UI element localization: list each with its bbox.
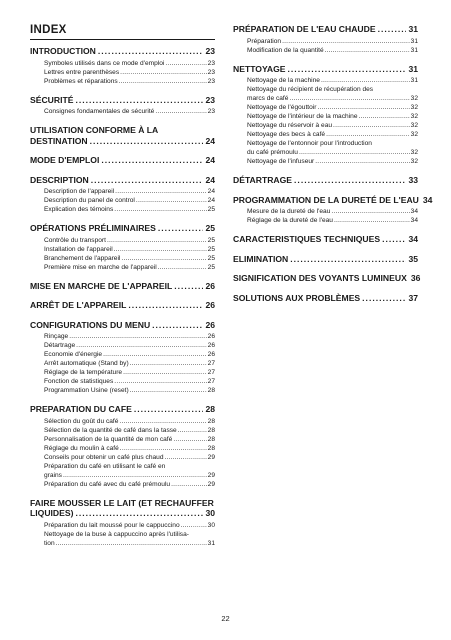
toc-leader-dots xyxy=(152,320,203,331)
toc-subentry-text: Symboles utilisés dans ce mode d'emploi xyxy=(44,59,165,67)
toc-subentry xyxy=(44,444,215,453)
toc-section xyxy=(233,175,418,186)
toc-section-heading xyxy=(233,234,418,245)
toc-subentry xyxy=(44,196,215,205)
toc-subentries xyxy=(30,521,215,548)
toc-section-page: 28 xyxy=(205,404,215,414)
toc-section-title: INTRODUCTION xyxy=(30,46,96,56)
toc-subentry-page: 32 xyxy=(410,149,418,156)
toc-subentry-text: Mesure de la dureté de l'eau xyxy=(247,208,331,215)
toc-subentry-page: 32 xyxy=(410,104,418,111)
toc-subentry-text: Consignes fondamentales de sécurité xyxy=(44,108,155,115)
toc-section-title: CONFIGURATIONS DU MENU xyxy=(30,319,151,330)
toc-section-title-line: UTILISATION CONFORME À LA xyxy=(30,125,159,135)
toc-subentry-page: 23 xyxy=(207,68,215,76)
toc-subentry xyxy=(247,103,418,112)
left-column xyxy=(30,24,215,548)
toc-section-title: SOLUTIONS AUX PROBLÈMES xyxy=(233,292,361,303)
toc-subentry xyxy=(44,341,215,350)
toc-subentries xyxy=(30,187,215,214)
toc-section-page: 37 xyxy=(408,292,418,303)
toc-subentry-line: Préparation du café en utilisant le café en xyxy=(44,462,166,470)
toc-section-page: 23 xyxy=(205,94,215,105)
toc-subentry-text: Préparation du café avec du café prémoulu xyxy=(44,480,171,488)
toc-subentry xyxy=(44,107,215,116)
toc-leader-dots xyxy=(288,64,407,75)
toc-leader-dots xyxy=(321,76,410,85)
toc-subentries xyxy=(30,107,215,116)
toc-section xyxy=(233,64,418,167)
toc-subentry xyxy=(247,76,418,85)
toc-subentry-page: 27 xyxy=(207,360,215,367)
toc-subentries xyxy=(30,417,215,489)
toc-subentry-page: 31 xyxy=(410,37,418,45)
toc-section-heading xyxy=(30,223,215,234)
toc-subentry-text: Nettoyage du réservoir à eau xyxy=(247,122,333,129)
toc-subentry-text: Branchement de l'appareil xyxy=(44,254,121,262)
toc-subentry-page: 23 xyxy=(207,59,215,67)
toc-subentry xyxy=(44,350,215,359)
toc-leader-dots xyxy=(178,426,207,435)
toc-subentry-page: 29 xyxy=(207,453,215,461)
toc-leader-dots xyxy=(282,37,410,46)
toc-leader-dots xyxy=(333,121,410,130)
toc-leader-dots xyxy=(56,539,207,548)
toc-subentry xyxy=(247,216,418,225)
toc-subentry-text: du café prémoulu xyxy=(247,149,298,156)
toc-leader-dots xyxy=(75,508,203,519)
toc-subentry-line: Nettoyage de la buse à cappuccino après l'utilisa- xyxy=(44,530,189,538)
toc-leader-dots xyxy=(325,46,410,55)
toc-leader-dots xyxy=(114,205,206,214)
toc-section xyxy=(233,234,418,245)
toc-section-page: 30 xyxy=(205,508,215,518)
toc-leader-dots xyxy=(107,236,207,245)
right-sections xyxy=(233,24,433,303)
toc-subentry xyxy=(44,368,215,377)
right-column xyxy=(233,24,433,303)
toc-leader-dots xyxy=(119,417,206,426)
toc-subentry-page: 34 xyxy=(410,208,418,215)
toc-section-heading xyxy=(233,194,433,206)
toc-section-title: ELIMINATION xyxy=(233,253,289,264)
toc-section-heading xyxy=(233,64,418,75)
toc-subentry-page: 27 xyxy=(207,369,215,376)
toc-section-page: 31 xyxy=(408,24,418,34)
toc-section-page: 35 xyxy=(408,253,418,264)
toc-subentry-page: 29 xyxy=(207,471,215,479)
toc-leader-dots xyxy=(382,234,406,245)
toc-subentry-text: Installation de l'appareil xyxy=(44,245,113,253)
toc-subentry xyxy=(44,377,215,386)
toc-section-title: PROGRAMMATION DE LA DURETÉ DE L'EAU xyxy=(233,194,419,205)
toc-subentry-page: 25 xyxy=(207,206,215,213)
toc-subentry-page: 31 xyxy=(207,539,215,547)
toc-subentry-text: Préparation du lait moussé pour le cappuccino xyxy=(44,521,180,529)
toc-subentry-text: Réglage de la dureté de l'eau xyxy=(247,217,333,224)
toc-section-heading xyxy=(233,24,418,35)
index-title: INDEX xyxy=(30,24,215,40)
toc-subentry xyxy=(44,68,215,77)
toc-leader-dots xyxy=(299,148,410,157)
toc-leader-dots xyxy=(315,157,409,166)
toc-section-title: DESCRIPTION xyxy=(30,174,89,185)
toc-section-heading xyxy=(30,498,215,519)
toc-section-page: 31 xyxy=(408,63,418,74)
toc-leader-dots xyxy=(290,254,406,265)
toc-subentry-text: Nettoyage de l'intérieur de la machine xyxy=(247,113,358,120)
toc-subentry xyxy=(44,471,215,480)
toc-leader-dots xyxy=(119,77,207,86)
toc-subentries xyxy=(30,236,215,272)
toc-subentries xyxy=(233,207,418,225)
toc-subentry-text: Détartrage xyxy=(44,342,76,349)
toc-leader-dots xyxy=(130,359,207,368)
toc-leader-dots xyxy=(289,94,409,103)
toc-subentry-page: 28 xyxy=(207,444,215,452)
toc-section-title: DESTINATION xyxy=(30,135,88,146)
toc-subentry xyxy=(44,426,215,435)
toc-section xyxy=(30,320,215,396)
toc-leader-dots xyxy=(165,59,206,68)
toc-leader-dots xyxy=(69,332,206,341)
toc-leader-dots xyxy=(98,46,204,57)
toc-section-page: 26 xyxy=(205,319,215,330)
toc-section-heading xyxy=(233,293,418,304)
toc-subentry-page: 24 xyxy=(207,188,215,195)
toc-subentries xyxy=(233,76,418,166)
toc-section-page: 25 xyxy=(205,223,215,233)
toc-subentry xyxy=(44,77,215,86)
toc-subentry-text: Economie d'énergie xyxy=(44,351,103,358)
toc-section-title: MISE EN MARCHE DE L'APPAREIL xyxy=(30,280,173,291)
toc-leader-dots xyxy=(378,24,407,35)
toc-subentry-text: Contrôle du transport xyxy=(44,236,106,244)
toc-subentry-text: Nettoyage de la machine xyxy=(247,77,320,84)
toc-leader-dots xyxy=(130,386,207,395)
toc-section-title: MODE D'EMPLOI xyxy=(30,155,100,165)
toc-subentry xyxy=(44,435,215,444)
toc-section-page: 24 xyxy=(205,135,215,146)
toc-section-title: LIQUIDES) xyxy=(30,508,74,518)
toc-subentry-page: 25 xyxy=(207,236,215,244)
toc-subentry-page: 28 xyxy=(207,417,215,425)
toc-leader-dots xyxy=(158,263,207,272)
toc-subentry xyxy=(247,207,418,216)
toc-section xyxy=(30,404,215,489)
toc-subentry xyxy=(247,130,418,139)
toc-leader-dots xyxy=(114,377,206,386)
toc-subentry-text: Arrêt automatique (Stand by) xyxy=(44,360,129,367)
toc-subentry-text: Explication des témoins xyxy=(44,206,114,213)
toc-subentry-page: 32 xyxy=(410,113,418,120)
toc-section-page: 23 xyxy=(205,46,215,56)
toc-subentry-page: 32 xyxy=(410,158,418,165)
toc-subentry-page: 29 xyxy=(207,480,215,488)
toc-subentry-page: 28 xyxy=(207,435,215,443)
toc-subentry-page: 26 xyxy=(207,351,215,358)
toc-section xyxy=(233,273,421,284)
toc-section-heading xyxy=(30,125,215,146)
toc-section-heading xyxy=(30,155,215,166)
toc-subentry-text: Sélection de la quantité de café dans la tasse xyxy=(44,426,177,434)
toc-subentry-page: 25 xyxy=(207,245,215,253)
toc-subentry xyxy=(44,359,215,368)
toc-subentry-text: Lettres entre parenthèses xyxy=(44,68,120,76)
toc-subentry-text: Modification de la quantité xyxy=(247,46,324,54)
toc-leader-dots xyxy=(103,350,207,359)
toc-section-title: SÉCURITÉ xyxy=(30,94,74,105)
toc-subentry xyxy=(44,332,215,341)
toc-subentry-page: 23 xyxy=(207,77,215,85)
toc-section-page: 36 xyxy=(410,273,421,283)
toc-subentry-page: 34 xyxy=(410,217,418,224)
toc-subentries xyxy=(233,37,418,55)
toc-leader-dots xyxy=(294,175,406,186)
toc-subentry xyxy=(247,148,418,157)
toc-subentry xyxy=(44,453,215,462)
toc-subentry-page: 26 xyxy=(207,342,215,349)
toc-section-page: 24 xyxy=(205,155,215,165)
toc-subentry xyxy=(44,59,215,68)
toc-section-title: OPÉRATIONS PRÉLIMINAIRES xyxy=(30,223,156,233)
toc-leader-dots xyxy=(158,223,204,234)
toc-subentry-page: 26 xyxy=(207,333,215,340)
toc-subentry-page: 28 xyxy=(207,387,215,394)
toc-leader-dots xyxy=(326,130,410,139)
toc-section-page: 24 xyxy=(205,174,215,185)
toc-subentry xyxy=(44,539,215,548)
toc-subentry-page: 32 xyxy=(410,122,418,129)
left-sections xyxy=(30,46,215,548)
toc-section-heading xyxy=(30,404,215,415)
toc-leader-dots xyxy=(155,107,206,116)
toc-subentry-text: tion xyxy=(44,539,55,547)
toc-subentry-page: 24 xyxy=(207,197,215,204)
toc-subentry-page: 28 xyxy=(207,426,215,434)
toc-section-heading xyxy=(30,95,215,106)
toc-subentry-text: Fonction de statistiques xyxy=(44,378,114,385)
toc-section xyxy=(233,194,433,226)
toc-section-title: CARACTERISTIQUES TECHNIQUES xyxy=(233,234,381,244)
toc-section-heading xyxy=(30,175,215,186)
toc-section xyxy=(30,155,215,166)
toc-section xyxy=(30,223,215,272)
toc-subentry xyxy=(44,236,215,245)
toc-subentry-text: Nettoyage de l'égouttoir xyxy=(247,104,317,111)
toc-subentry xyxy=(247,37,418,46)
toc-subentry-line: Nettoyage du récipient de récupération des xyxy=(247,86,374,93)
toc-subentry-page: 32 xyxy=(410,131,418,138)
toc-subentry-text: Première mise en marche de l'appareil xyxy=(44,263,157,271)
toc-subentry xyxy=(44,480,215,489)
toc-section-heading xyxy=(233,273,421,284)
toc-subentry-text: Nettoyage de l'infuseur xyxy=(247,158,315,165)
toc-leader-dots xyxy=(90,136,204,147)
toc-subentry-page: 31 xyxy=(410,77,418,84)
toc-section xyxy=(30,175,215,215)
toc-section-title-line: FAIRE MOUSSER LE LAIT (ET RECHAUFFER xyxy=(30,497,214,508)
toc-leader-dots xyxy=(173,435,206,444)
toc-subentry xyxy=(44,254,215,263)
toc-section xyxy=(30,498,215,548)
toc-section-page: 34 xyxy=(408,234,418,244)
toc-section-title: DÉTARTRAGE xyxy=(233,175,293,185)
toc-subentry-text: Description de l'appareil xyxy=(44,188,115,195)
toc-subentry-text: grains xyxy=(44,471,62,479)
toc-subentry xyxy=(247,94,418,103)
toc-leader-dots xyxy=(101,155,203,166)
toc-leader-dots xyxy=(120,68,207,77)
toc-leader-dots xyxy=(76,341,207,350)
toc-subentry-page: 23 xyxy=(207,108,215,115)
toc-section-heading xyxy=(30,46,215,57)
toc-section-heading xyxy=(233,175,418,186)
toc-subentry xyxy=(44,245,215,254)
toc-subentry-text: Programmation Usine (reset) xyxy=(44,387,129,394)
toc-subentry-text: Préparation xyxy=(247,37,282,45)
toc-subentry xyxy=(44,521,215,530)
toc-subentry-page: 30 xyxy=(207,521,215,529)
toc-leader-dots xyxy=(114,245,207,254)
toc-subentry-text: Problèmes et réparations xyxy=(44,77,118,85)
toc-subentry xyxy=(44,187,215,196)
toc-subentry-text: Sélection du goût du café xyxy=(44,417,119,425)
toc-section-page: 34 xyxy=(422,194,433,205)
toc-leader-dots xyxy=(128,300,203,311)
toc-leader-dots xyxy=(121,254,206,263)
toc-section xyxy=(30,281,215,292)
toc-subentries xyxy=(30,59,215,86)
toc-subentry-text: Nettoyage des becs à café xyxy=(247,131,326,138)
toc-subentry xyxy=(247,157,418,166)
toc-leader-dots xyxy=(115,187,206,196)
toc-subentry xyxy=(247,112,418,121)
toc-subentry-page: 32 xyxy=(410,95,418,102)
toc-subentry xyxy=(247,121,418,130)
toc-subentry-page: 31 xyxy=(410,46,418,54)
toc-leader-dots xyxy=(181,521,207,530)
toc-section-page: 26 xyxy=(205,300,215,310)
toc-section-heading xyxy=(30,281,215,292)
toc-subentry xyxy=(44,417,215,426)
toc-leader-dots xyxy=(63,471,207,480)
toc-leader-dots xyxy=(165,453,207,462)
toc-subentry-page: 25 xyxy=(207,254,215,262)
toc-section-page: 33 xyxy=(408,175,418,185)
toc-section-title: PRÉPARATION DE L'EAU CHAUDE xyxy=(233,24,376,34)
toc-section-title: NETTOYAGE xyxy=(233,63,286,74)
toc-section-title: ARRÊT DE L'APPAREIL xyxy=(30,300,127,310)
toc-leader-dots xyxy=(171,480,207,489)
toc-section-title: SIGNIFICATION DES VOYANTS LUMINEUX xyxy=(233,273,407,283)
toc-leader-dots xyxy=(334,216,410,225)
toc-subentry-text: Description du panel de control xyxy=(44,197,135,204)
toc-subentry-page: 25 xyxy=(207,263,215,271)
toc-subentry-line: Nettoyage de l'entonnoir pour l'introduction xyxy=(247,140,372,147)
toc-section-title: PREPARATION DU CAFE xyxy=(30,404,132,414)
toc-subentry-text: Conseils pour obtenir un café plus chaud xyxy=(44,453,164,461)
toc-subentry-text: Réglage de la température xyxy=(44,369,123,376)
toc-section-heading xyxy=(233,254,418,265)
toc-leader-dots xyxy=(134,404,204,415)
toc-leader-dots xyxy=(359,112,410,121)
toc-leader-dots xyxy=(75,95,203,106)
toc-subentry xyxy=(247,46,418,55)
toc-leader-dots xyxy=(91,175,204,186)
toc-section xyxy=(233,254,418,265)
toc-section xyxy=(30,125,215,146)
toc-section xyxy=(233,293,418,304)
toc-section xyxy=(30,46,215,86)
toc-subentry xyxy=(44,263,215,272)
toc-section-title-line xyxy=(30,508,215,519)
toc-section-title-line xyxy=(30,136,215,147)
toc-subentries xyxy=(30,332,215,395)
page-number: 22 xyxy=(221,614,230,623)
toc-subentry-text: Personnalisation de la quantité de mon café xyxy=(44,435,173,443)
toc-leader-dots xyxy=(123,368,207,377)
toc-subentry xyxy=(44,386,215,395)
toc-leader-dots xyxy=(120,444,207,453)
toc-leader-dots xyxy=(174,281,203,292)
toc-subentry-text: marcs de café xyxy=(247,95,289,102)
toc-subentry-text: Rinçage xyxy=(44,333,69,340)
toc-subentry-page: 27 xyxy=(207,378,215,385)
toc-subentry-text: Réglage du moulin à café xyxy=(44,444,119,452)
toc-leader-dots xyxy=(136,196,207,205)
toc-section xyxy=(233,24,418,55)
toc-leader-dots xyxy=(331,207,409,216)
toc-leader-dots xyxy=(317,103,409,112)
toc-section xyxy=(30,95,215,117)
toc-section-page: 26 xyxy=(205,280,215,291)
toc-section-heading xyxy=(30,320,215,331)
toc-subentry xyxy=(44,205,215,214)
toc-section-heading xyxy=(30,300,215,311)
toc-leader-dots xyxy=(362,293,406,304)
toc-section xyxy=(30,300,215,311)
